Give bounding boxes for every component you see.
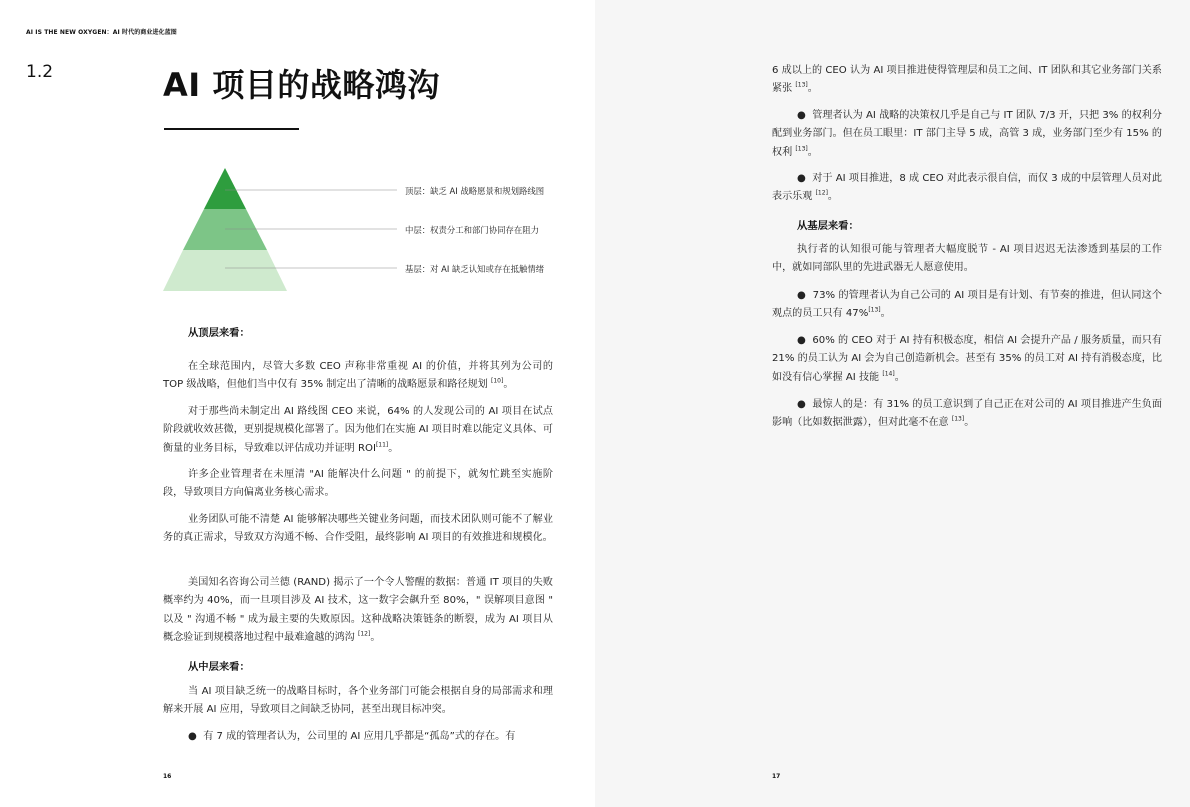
bullet-item: ● 管理者认为 AI 战略的决策权几乎是自己与 IT 团队 7/3 开，只把 3% 的权利分配到业务部门。但在员工眼里：IT 部门主导 5 成，高管 3 成，业务部门至少有 15% 的权利 [13]。	[772, 110, 1163, 158]
bullet-item: ● 有 7 成的管理者认为，公司里的 AI 应用几乎都是“孤岛”式的存在。有	[188, 731, 516, 742]
bullet-item: ● 最惊人的是：有 31% 的员工意识到了自己正在对公司的 AI 项目推进产生负面影响（比如数据泄露），但对此毫不在意 [13]。	[772, 399, 1162, 429]
pyramid-label-middle: 中层：权责分工和部门协同存在阻力	[405, 225, 539, 235]
citation-ref: [12]	[358, 630, 371, 638]
subhead-base-level: 从基层来看：	[797, 220, 859, 232]
bullet-icon: ●	[188, 731, 197, 742]
pyramid-top-tier	[204, 168, 246, 209]
bullet-item: ● 60% 的 CEO 对于 AI 持有积极态度，相信 AI 会提升产品 / 服务质量，而只有 21% 的员工认为 AI 会为自己创造新机会。甚至有 35% 的员工对 AI 持有消极态度，比如没有信心掌握 AI 技能 [14]。	[772, 335, 1162, 383]
running-header: AI IS THE NEW OXYGEN：AI 时代的商业进化蓝图	[26, 29, 177, 36]
citation-ref: [13]	[795, 145, 808, 153]
paragraph: 执行者的认知很可能与管理者大幅度脱节 - AI 项目迟迟无法渗透到基层的工作中，就如同部队里的先进武器无人愿意使用。	[772, 244, 1162, 274]
page-number-left: 16	[163, 773, 172, 780]
paragraph: 当 AI 项目缺乏统一的战略目标时，各个业务部门可能会根据自身的局部需求和理解来开展 AI 应用，导致项目之间缺乏协同，甚至出现目标冲突。	[163, 686, 553, 716]
citation-ref: [14]	[882, 370, 895, 378]
paragraph: 业务团队可能不清楚 AI 能够解决哪些关键业务问题，而技术团队则可能不了解业务的真正需求，导致双方沟通不畅、合作受阻，最终影响 AI 项目的有效推进和规模化。	[163, 514, 553, 544]
citation-ref: [13]	[795, 82, 808, 90]
pyramid-label-top: 顶层：缺乏 AI 战略愿景和规划路线图	[405, 186, 545, 196]
paragraph: 对于那些尚未制定出 AI 路线图 CEO 来说，64% 的人发现公司的 AI 项目在试点阶段就收效甚微，更别提规模化部署了。因为他们在实施 AI 项目时难以能定义具体、可衡量的业务目标，导致难以评估成功并证明 ROI[11]。	[163, 406, 553, 454]
citation-ref: [11]	[375, 441, 389, 449]
pyramid-middle-tier	[183, 209, 267, 250]
bullet-icon: ●	[797, 173, 806, 184]
citation-ref: [12]	[815, 190, 828, 198]
bullet-icon: ●	[797, 399, 806, 410]
page-title: AI 项目的战略鸿沟	[163, 66, 440, 104]
pyramid-label-base: 基层：对 AI 缺乏认知或存在抵触情绪	[405, 264, 545, 274]
paragraph: 6 成以上的 CEO 认为 AI 项目推进使得管理层和员工之间、IT 团队和其它业务部门关系紧张 [13]。	[772, 65, 1162, 95]
citation-ref: [10]	[491, 378, 504, 386]
paragraph: 许多企业管理者在未厘清 "AI 能解决什么问题 " 的前提下，就匆忙跳至实施阶段，导致项目方向偏离业务核心需求。	[163, 469, 553, 499]
bullet-icon: ●	[797, 290, 806, 301]
page-number-right: 17	[772, 773, 781, 780]
pyramid-base-tier	[163, 250, 287, 291]
paragraph: 在全球范围内，尽管大多数 CEO 声称非常重视 AI 的价值，并将其列为公司的 TOP 级战略，但他们当中仅有 35% 制定出了清晰的战略愿景和路径规划 [10]。	[163, 361, 553, 391]
citation-ref: [13]	[868, 307, 881, 315]
bullet-icon: ●	[797, 335, 806, 346]
section-number: 1.2	[26, 62, 54, 82]
bullet-icon: ●	[797, 110, 806, 121]
bullet-item: ● 对于 AI 项目推进，8 成 CEO 对此表示很自信，而仅 3 成的中层管理人员对此表示乐观 [12]。	[772, 173, 1162, 203]
paragraph: 美国知名咨询公司兰德 (RAND) 揭示了一个令人警醒的数据：普通 IT 项目的失败概率约为 40%，而一旦项目涉及 AI 技术，这一数字会飙升至 80%，" 误解项目意图 " 以及 " 沟通不畅 " 成为最主要的失败原因。这种战略决策链条的断裂，成为 AI 项目从概念验证到规模落地过程中最难逾越的鸿沟 [12]。	[163, 577, 553, 644]
subhead-top-level: 从顶层来看：	[188, 327, 250, 339]
bullet-item: ● 73% 的管理者认为自己公司的 AI 项目是有计划、有节奏的推进，但认同这个观点的员工只有 47%[13]。	[772, 290, 1162, 320]
subhead-middle-level: 从中层来看：	[188, 661, 250, 673]
title-underline	[164, 128, 299, 130]
citation-ref: [13]	[951, 416, 965, 424]
